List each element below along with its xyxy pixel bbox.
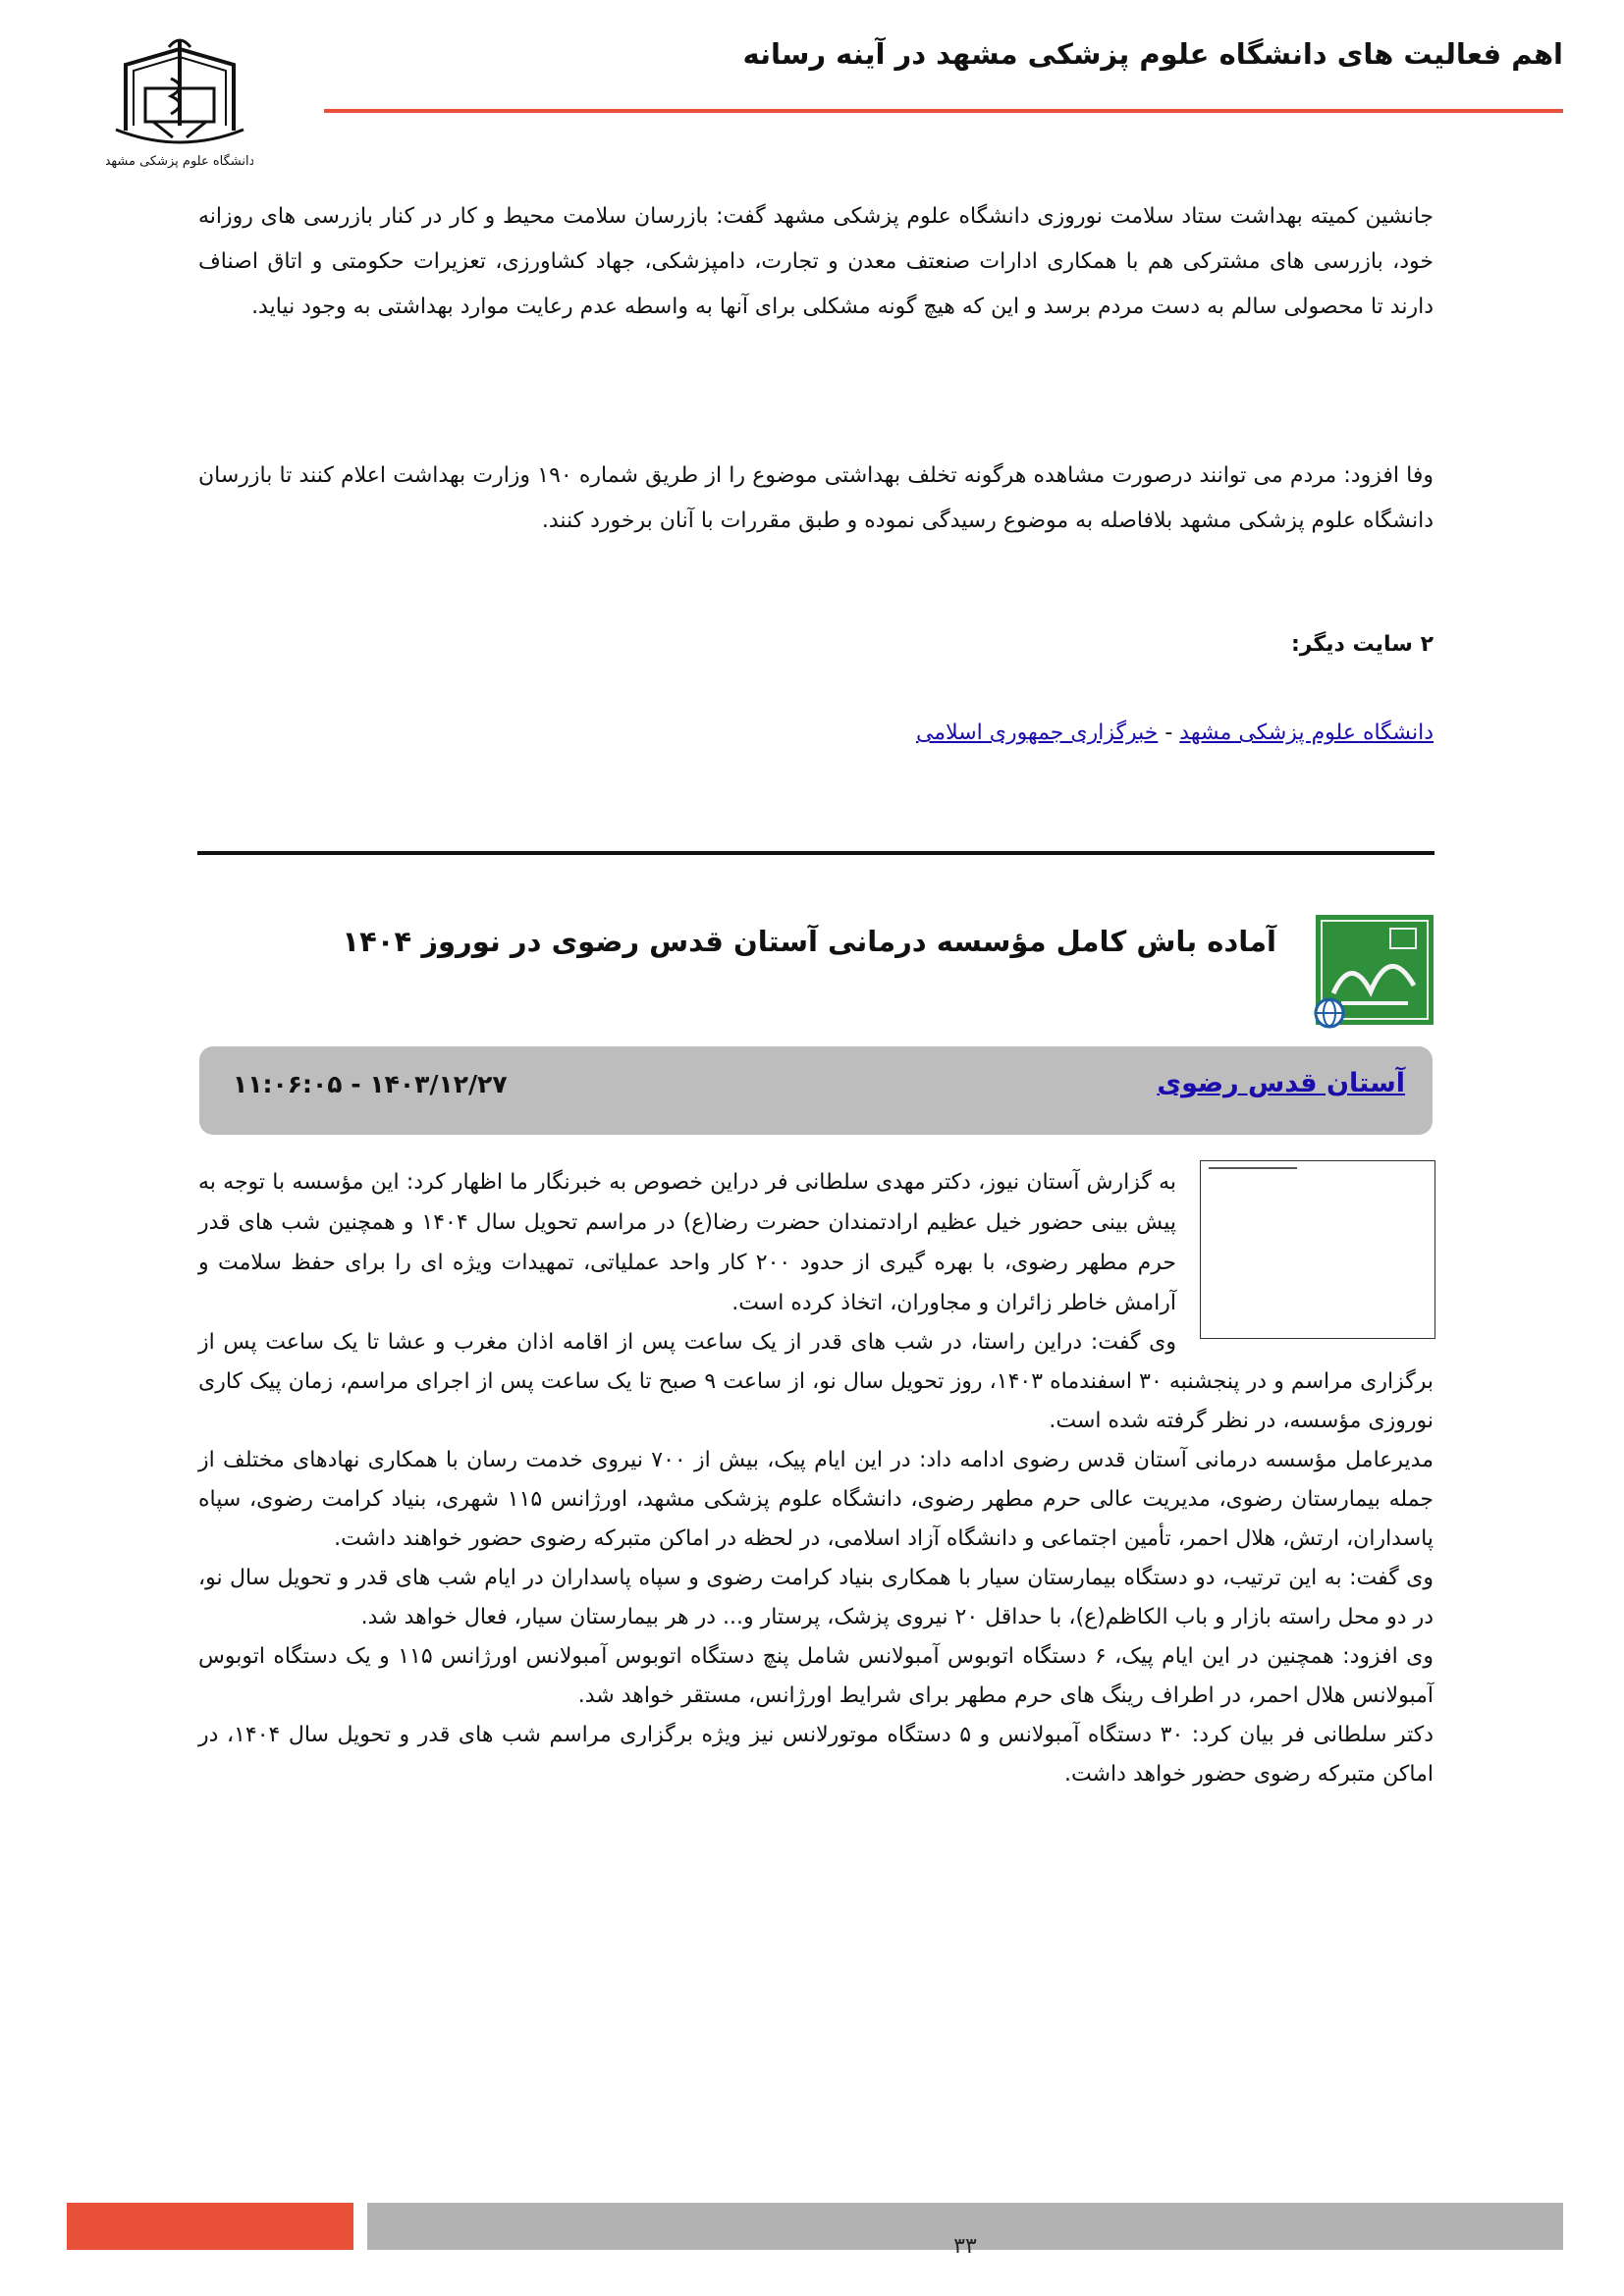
article-separator: [197, 851, 1435, 855]
page-header-title: اهم فعالیت های دانشگاه علوم پزشکی مشهد در آینه رسانه: [742, 37, 1563, 71]
footer-accent-bar: [67, 2203, 353, 2250]
article2-body: [198, 1158, 1434, 1794]
article2-source-link[interactable]: آستان قدس رضوی: [1157, 1068, 1405, 1098]
svg-text:دانشگاه علوم پزشکی مشهد: دانشگاه علوم پزشکی مشهد: [106, 154, 253, 169]
article2-paragraph-5: وی افزود: همچنین در این ایام پیک، ۶ دستگاه اتوبوس آمبولانس شامل پنچ دستگاه اتوبوس آمبولانس اورژانس ۱۱۵ و یک دستگاه اتوبوس آمبولانس هلال احمر، در اطراف رینگ های حرم مطهر برای شرایط اورژانس، مستقر خواهد شد.: [198, 1644, 1434, 1708]
article2-paragraph-1: به گزارش آستان نیوز، دکتر مهدی سلطانی فر دراین خصوص به خبرنگار ما اظهار کرد: این مؤسسه با توجه به پیش بینی حضور خیل عظیم ارادتمندان حضرت رضا(ع) در مراسم تحویل سال ۱۴۰۴ و همچنین شب های قدر حرم مطهر رضوی، با بهره گیری از حدود ۲۰۰ کار واحد عملیاتی، تمهیدات ویژه ای را برای حفظ سلامت و آرامش خاطر زائران و مجاوران، اتخاذ کرده است.: [198, 1170, 1176, 1315]
article2-meta-bar: [199, 1046, 1433, 1135]
article2-paragraph-2: وی گفت: دراین راستا، در شب های قدر از یک ساعت پس از اقامه اذان مغرب و عشا تا یک ساعت پس از برگزاری مراسم و در پنجشنبه ۳۰ اسفندماه ۱۴۰۳، روز تحویل سال نو، از ساعت ۹ صبح تا یک ساعت پس از اجرای مراسم، زمان پیک کاری نوروزی مؤسسه، در نظر گرفته شده است.: [198, 1330, 1434, 1433]
article2-paragraph-4: وی گفت: به این ترتیب، دو دستگاه بیمارستان سیار با همکاری بنیاد کرامت رضوی و سپاه پاسداران در ایام شب های قدر و تحویل سال نو، در دو محل راسته بازار و باب الکاظم(ع)، با حداقل ۲۰ نیروی پزشک، پرستار و... در هر بیمارستان سیار، فعال خواهد شد.: [198, 1566, 1434, 1629]
other-sites-label: ۲ سایت دیگر:: [1290, 632, 1434, 657]
article2-paragraph-3: مدیرعامل مؤسسه درمانی آستان قدس رضوی ادامه داد: در این ایام پیک، بیش از ۷۰۰ نیروی خدمت رسان با همکاری نهادهای مختلف از جمله بیمارستان رضوی، مدیریت عالی حرم مطهر رضوی، دانشگاه علوم پزشکی مشهد، اورژانس ۱۱۵ شهری، بنیاد کرامت رضوی، سپاه پاسداران، ارتش، هلال احمر، تأمین اجتماعی و دانشگاه آزاد اسلامی، در لحظه در اماکن متبرکه رضوی حضور خواهند داشت.: [198, 1448, 1434, 1551]
source-news-icon: [1312, 915, 1437, 1031]
article2-datetime: ۱۴۰۳/۱۲/۲۷ - ۱۱:۰۶:۰۵: [233, 1070, 508, 1098]
link-separator: -: [1158, 721, 1180, 745]
article1-paragraph-2: وفا افزود: مردم می توانند درصورت مشاهده هرگونه تخلف بهداشتی موضوع را از طریق شماره ۱۹۰ وزارت بهداشت اعلام کنند تا بازرسان دانشگاه علوم پزشکی مشهد بلافاصله به موضوع رسیدگی نموده و طبق مقررات با آنان برخورد کنند.: [198, 463, 1435, 533]
article2-paragraph-6: دکتر سلطانی فر بیان کرد: ۳۰ دستگاه آمبولانس و ۵ دستگاه موتورلانس نیز ویژه برگزاری مراسم شب های قدر و تحویل سال ۱۴۰۴، در اماکن متبرکه رضوی حضور خواهد داشت.: [198, 1723, 1435, 1787]
other-sites-links: [198, 711, 1434, 756]
link-mashhad-university[interactable]: دانشگاه علوم پزشکی مشهد: [1179, 721, 1434, 745]
page-number: ۳۳: [953, 2234, 977, 2259]
university-logo: [106, 27, 253, 171]
header-divider: [324, 109, 1563, 113]
link-irna[interactable]: خبرگزاری جمهوری اسلامی: [915, 721, 1159, 745]
article2-title: آماده باش کامل مؤسسه درمانی آستان قدس رضوی در نوروز ۱۴۰۴: [342, 925, 1276, 958]
article1-paragraph-1: جانشین کمیته بهداشت ستاد سلامت نوروزی دانشگاه علوم پزشکی مشهد گفت: بازرسان سلامت محیط و کار در کنار بازرسی های روزانه خود، بازرسی های مشترکی هم با همکاری ادارات صنعتف معدن و تجارت، دامپزشکی، جهاد کشاورزی، تعزیرات حکومتی و اتاق اصناف دارند تا محصولی سالم به دست مردم برسد و این که هیچ گونه مشکلی برای آنها به واسطه عدم رعایت موارد بهداشتی به وجود نیاید.: [198, 204, 1434, 319]
